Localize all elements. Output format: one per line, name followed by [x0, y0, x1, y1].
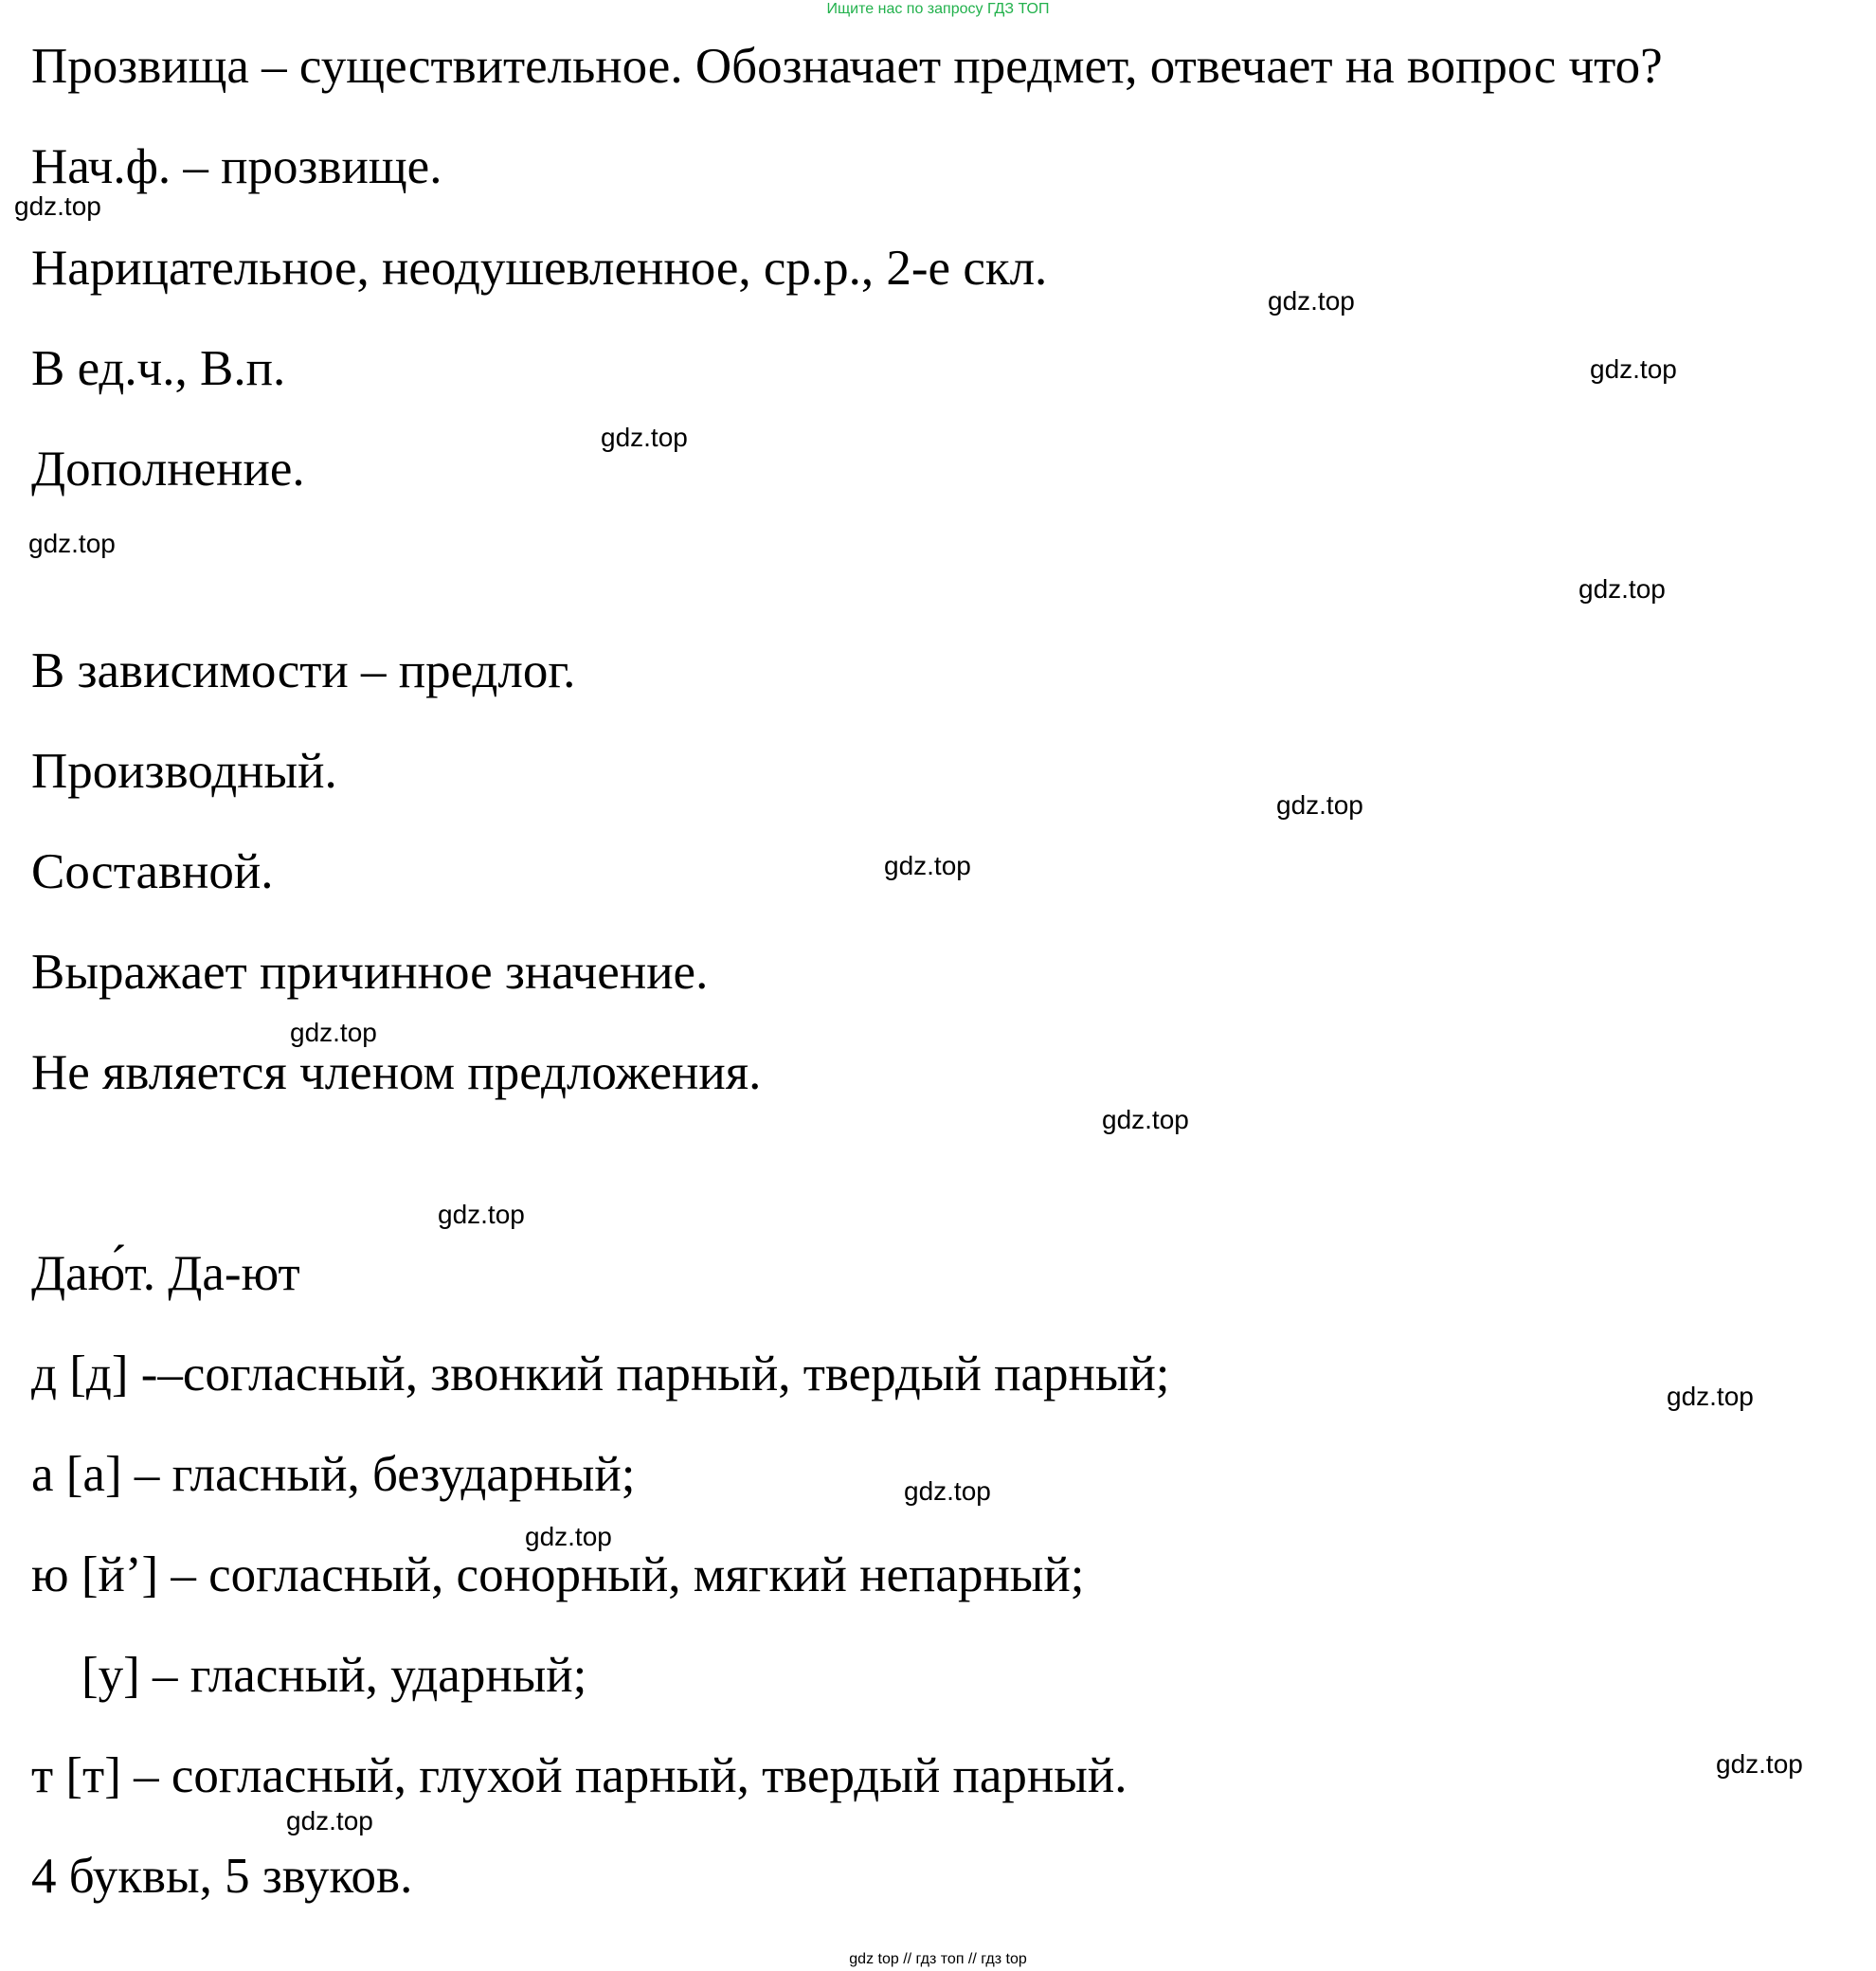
watermark: gdz.top: [1667, 1382, 1754, 1411]
text-line: Не является членом предложения.: [31, 1045, 762, 1100]
watermark: gdz.top: [1716, 1749, 1803, 1779]
watermark: gdz.top: [1590, 354, 1677, 384]
text-line: Прозвища – существительное. Обозначает предмет, отвечает на вопрос что?: [31, 39, 1663, 94]
text-line: Даю́т. Да-ют: [31, 1246, 300, 1301]
watermark: gdz.top: [525, 1522, 612, 1551]
text-line: Нарицательное, неодушевленное, ср.р., 2-е скл.: [31, 241, 1048, 296]
watermark: gdz.top: [1268, 286, 1355, 316]
watermark: gdz.top: [14, 191, 101, 221]
text-line: Дополнение.: [31, 442, 305, 497]
header-banner: Ищите нас по запросу ГДЗ ТОП: [826, 1, 1050, 17]
watermark: gdz.top: [1276, 790, 1363, 820]
text-line: Нач.ф. – прозвище.: [31, 139, 442, 194]
watermark: gdz.top: [28, 529, 116, 558]
text-line: Выражает причинное значение.: [31, 945, 709, 1000]
text-line: В ед.ч., В.п.: [31, 341, 286, 396]
text-line: ю [й’] – согласный, сонорный, мягкий непарный;: [31, 1547, 1085, 1602]
watermark: gdz.top: [1578, 574, 1666, 604]
watermark: gdz.top: [904, 1476, 991, 1506]
text-line: [у] – гласный, ударный;: [31, 1648, 587, 1703]
text-line: Производный.: [31, 744, 337, 799]
watermark: gdz.top: [286, 1806, 373, 1835]
watermark: gdz.top: [290, 1018, 377, 1047]
text-line: а [а] – гласный, безударный;: [31, 1447, 636, 1502]
watermark: gdz.top: [438, 1200, 525, 1229]
watermark: gdz.top: [884, 851, 971, 880]
text-line: 4 буквы, 5 звуков.: [31, 1849, 413, 1904]
text-line: Составной.: [31, 844, 274, 899]
text-line: В зависимости – предлог.: [31, 643, 576, 698]
text-line: д [д] -–согласный, звонкий парный, твердый парный;: [31, 1347, 1170, 1401]
footer-watermark: gdz top // гдз топ // гдз top: [849, 1951, 1027, 1967]
watermark: gdz.top: [1102, 1105, 1189, 1134]
watermark: gdz.top: [601, 423, 688, 452]
text-line: т [т] – согласный, глухой парный, твердый парный.: [31, 1748, 1127, 1803]
